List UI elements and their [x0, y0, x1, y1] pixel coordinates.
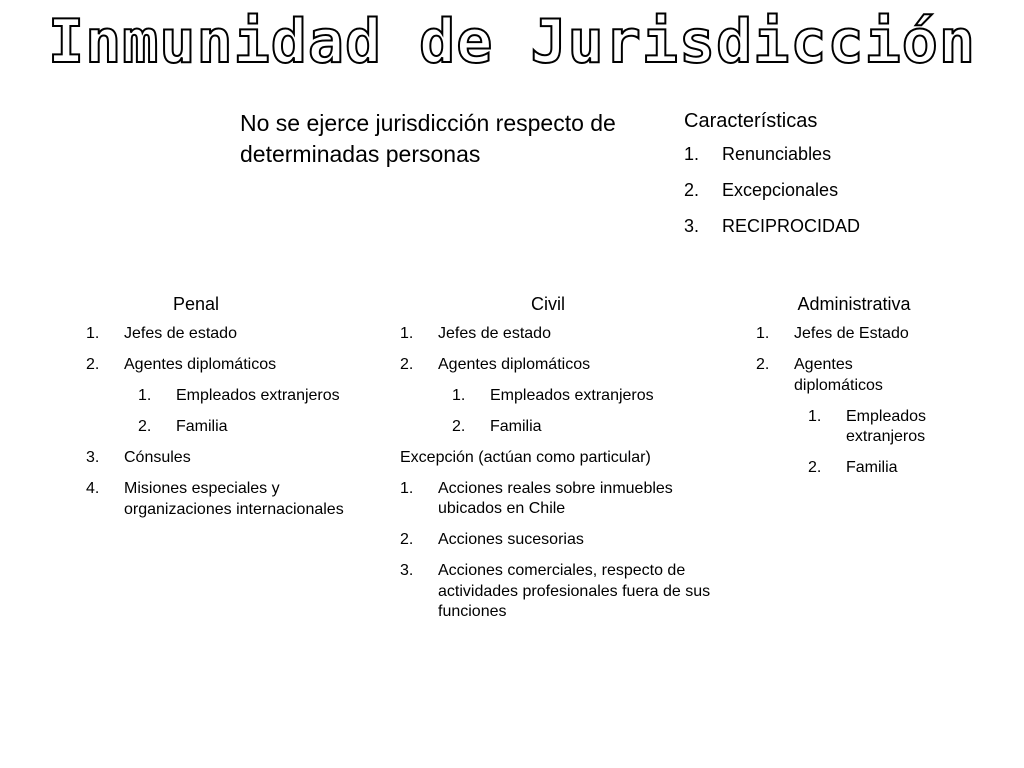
list-item — [86, 448, 386, 469]
list-item — [86, 355, 386, 438]
civil-column — [400, 292, 715, 633]
civil-heading: Civil — [531, 294, 565, 314]
list-item-text: Empleados extranjeros — [176, 387, 340, 404]
sub-list-item — [138, 386, 386, 407]
sub-list — [124, 386, 386, 438]
admin-heading: Administrativa — [797, 294, 911, 314]
sub-list-item — [808, 407, 936, 448]
sub-list-item — [452, 386, 715, 407]
list-number: 1. — [86, 325, 100, 342]
list-item — [400, 530, 715, 551]
sub-list-item — [138, 417, 386, 438]
list-item-text: Jefes de estado — [124, 325, 237, 342]
list-number: 1. — [756, 325, 770, 342]
list-number: 1. — [400, 479, 414, 497]
sub-list — [438, 386, 715, 438]
list-item-text: Acciones comerciales, respecto de actividades profesionales fuera de sus funciones — [438, 562, 711, 620]
penal-heading: Penal — [172, 294, 220, 314]
list-item — [684, 178, 1014, 202]
sub-list-item — [808, 458, 936, 479]
list-number: 2. — [138, 418, 152, 435]
list-item-text: Cónsules — [124, 449, 191, 466]
list-number: 2. — [400, 356, 414, 373]
list-number: 1. — [808, 407, 822, 425]
list-item — [400, 479, 715, 520]
list-number: 2. — [684, 180, 700, 200]
list-item-text: Agentes diplomáticos — [794, 356, 883, 394]
list-item — [86, 479, 386, 520]
list-number: 1. — [684, 144, 700, 164]
list-number: 2. — [452, 418, 466, 435]
list-item-text: Familia — [846, 459, 898, 476]
list-item-text: Acciones sucesorias — [438, 531, 584, 548]
list-item-text: Misiones especiales y organizaciones internacionales — [124, 480, 344, 518]
list-item-text: Agentes diplomáticos — [438, 356, 591, 373]
list-item-text: Empleados extranjeros — [846, 407, 927, 445]
list-item — [400, 324, 715, 345]
exception-list — [400, 479, 715, 623]
list-item — [400, 355, 715, 438]
list-item — [684, 214, 1014, 238]
list-number: 1. — [138, 387, 152, 404]
list-number: 1. — [452, 387, 466, 404]
list-item — [756, 324, 936, 345]
exception-heading: Excepción (actúan como particular) — [400, 449, 651, 466]
list-item-text: Renunciables — [722, 144, 832, 164]
list-item-text: Jefes de estado — [438, 325, 551, 342]
features-block — [684, 106, 1014, 250]
list-number: 1. — [400, 325, 414, 342]
list-item-text: Jefes de Estado — [794, 325, 909, 342]
intro-text: No se ejerce jurisdicción respecto de determinadas personas — [240, 110, 616, 167]
list-number: 3. — [86, 449, 100, 466]
list-item — [684, 142, 1014, 166]
list-item-text: Familia — [490, 418, 542, 435]
list-number: 3. — [684, 216, 700, 236]
list-number: 4. — [86, 480, 100, 497]
admin-column — [756, 292, 936, 489]
penal-list — [86, 324, 386, 520]
features-heading: Características — [684, 110, 818, 132]
list-item-text: Empleados extranjeros — [490, 387, 654, 404]
admin-list — [756, 324, 936, 479]
list-item-text: Acciones reales sobre inmuebles ubicados en Chile — [438, 479, 673, 517]
list-number: 2. — [86, 356, 100, 373]
list-number: 3. — [400, 562, 414, 579]
features-list — [684, 142, 1014, 238]
list-item — [756, 355, 936, 479]
list-number: 2. — [400, 531, 414, 548]
sub-list — [794, 407, 936, 479]
penal-column — [86, 292, 386, 531]
civil-list — [400, 324, 715, 438]
list-item — [86, 324, 386, 345]
list-number: 2. — [756, 356, 770, 373]
list-number: 2. — [808, 459, 822, 476]
list-item-text: Excepcionales — [722, 180, 839, 200]
list-item-text: Agentes diplomáticos — [124, 356, 277, 373]
list-item-text: Familia — [176, 418, 228, 435]
sub-list-item — [452, 417, 715, 438]
slide-title: Inmunidad de Jurisdicción — [47, 7, 977, 77]
list-item — [400, 561, 715, 623]
list-item-text: RECIPROCIDAD — [722, 216, 861, 236]
